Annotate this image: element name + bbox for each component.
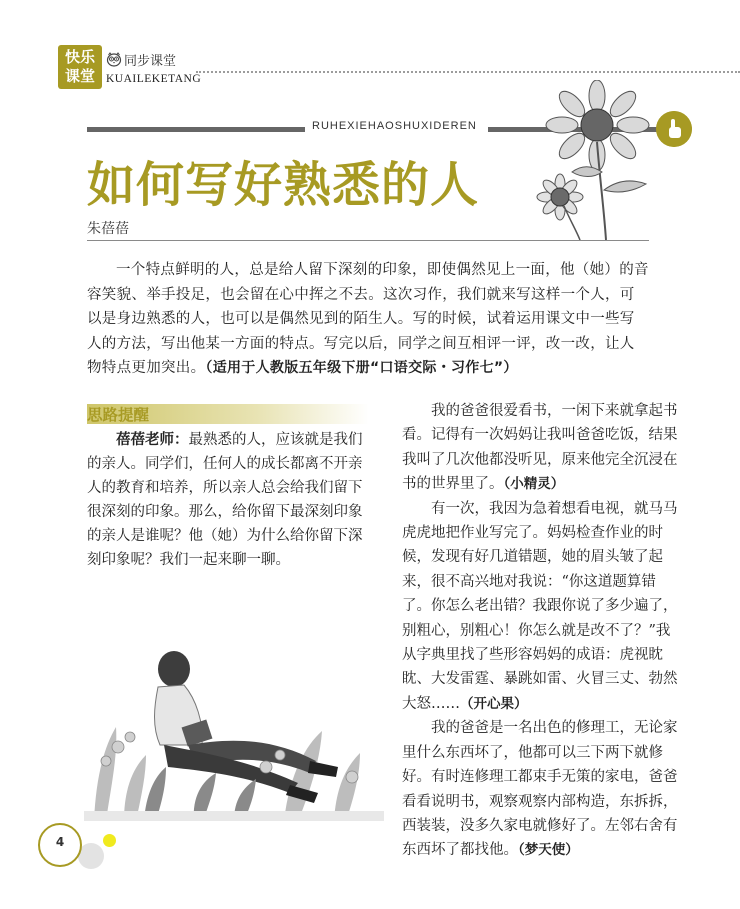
example-paragraph-1: [402, 399, 684, 497]
page-number: 4: [55, 835, 65, 849]
author-name: 朱蓓蓓: [87, 221, 129, 237]
brand-line-1: 快乐: [64, 48, 95, 66]
brand-cn-label: 同步课堂: [124, 54, 177, 69]
page-title: 如何写好熟悉的人: [87, 157, 480, 213]
sunflower-illustration: [520, 80, 680, 240]
brand-line-2: 课堂: [64, 67, 95, 85]
examples-column: [402, 399, 684, 863]
example-1-signature: （小精灵）: [503, 476, 565, 493]
teacher-name: 蓓蓓老师：: [116, 432, 189, 448]
header-dotted-divider: [196, 71, 740, 73]
brand-en-label: KUAILEKETANG: [106, 73, 202, 85]
section-heading: [87, 404, 369, 424]
intro-note: （适用于人教版五年级下册“口语交际・习作七”）: [205, 360, 518, 376]
example-3-signature: （梦天使）: [518, 842, 579, 859]
girl-reading-illustration: [84, 627, 384, 821]
example-paragraph-3: [402, 716, 684, 862]
section-heading-text: 思路提醒: [87, 406, 150, 424]
example-1-text: 我的爸爸很爱看书，一闲下来就拿起书看。记得有一次妈妈让我叫爸爸吃饭，结果我叫了几次他都没听见，原来他完全沉浸在书的世界里了。: [402, 403, 678, 493]
intro-paragraph: [87, 258, 649, 381]
brand-logo: [58, 45, 102, 89]
teacher-tip-paragraph: [87, 428, 369, 572]
example-paragraph-2: [402, 497, 684, 717]
title-rule-left: [87, 127, 305, 132]
owl-icon: [106, 51, 122, 67]
example-3-text: 我的爸爸是一名出色的修理工，无论家里什么东西坏了，他都可以三下两下就修好。有时连修理工都束手无策的家电，爸爸看看说明书，观察观察内部构造，东拆拆，西装装，没多久家电就修好了。左邻右舍有东西坏了都找他。: [402, 720, 678, 859]
title-pinyin: RUHEXIEHAOSHUXIDEREN: [312, 120, 477, 132]
teacher-tip-text: 最熟悉的人，应该就是我们的亲人。同学们，任何人的成长都离不开亲人的教育和培养，所以亲人总会给我们留下很深刻的印象。那么，给你留下最深刻印象的亲人是谁呢？他（她）为什么给你留下深刻印象呢？我们一起来聊一聊。: [87, 432, 363, 568]
example-2-text: 有一次，我因为急着想看电视，就马马虎虎地把作业写完了。妈妈检查作业的时候，发现有好几道错题，她的眉头皱了起来，很不高兴地对我说：“你这道题算错了。你怎么老出错？我跟你说了多少遍了，别粗心，别粗心！你怎么就是改不了？”我从字典里找了些形容妈妈的成语：虎视眈眈、大发雷霆、暴跳如雷、火冒三丈、勃然大怒……: [402, 500, 678, 712]
author-divider: [87, 240, 649, 241]
intro-text: 一个特点鲜明的人，总是给人留下深刻的印象，即使偶然见上一面，他（她）的音容笑貌、举手投足，也会留在心中挥之不去。这次习作，我们就来写这样一个人，可以是身边熟悉的人，也可以是偶然见到的陌生人。写的时候，试着运用课文中一些写人的方法，写出他某一方面的特点。写完以后，同学之间互相评一评，改一改，让人物特点更加突出。: [87, 262, 649, 376]
decorative-yellow-dot: [103, 834, 116, 847]
example-2-signature: （开心果）: [460, 695, 528, 712]
